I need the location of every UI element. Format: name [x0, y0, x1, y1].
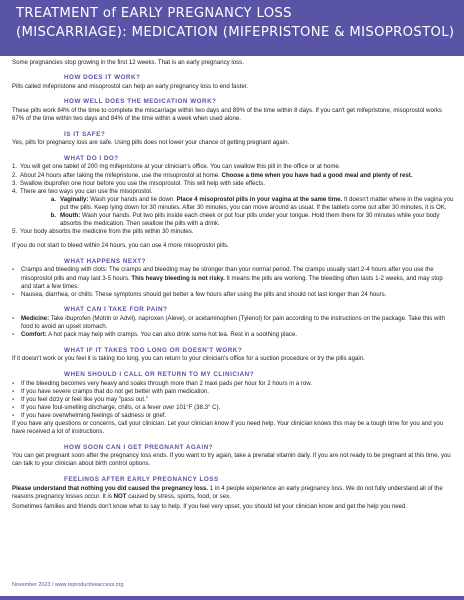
- step-number: 4.: [12, 187, 18, 195]
- bullet-call-2: [12, 388, 454, 396]
- bullet-text: If you have foul-smelling discharge, chills, or a fever over 101°F (38.3° C).: [21, 403, 221, 411]
- step-4: [12, 188, 454, 196]
- heading-what-is: WHAT IS AN EARLY PREGNANCY LOSS?: [64, 50, 204, 57]
- substep-bold-text: Place 4 misoprostol pills in your vagina at the same time.: [176, 195, 343, 203]
- substep-text-2: It doesn't matter where in the vagina you put the pills. Keep lying down for 30 minutes. After 30 minutes, you can move around as usual. If the tablets come out after 30 minutes, it is OK.: [60, 195, 454, 211]
- footer-bar: [0, 596, 464, 600]
- feelings-text-2: caused by stress, sports, food, or sex.: [126, 492, 231, 500]
- step-5: [12, 228, 454, 236]
- bullet-icon: ▪: [12, 395, 15, 403]
- step-number: 5.: [12, 228, 18, 236]
- paragraph-pregnant-again: You can get pregnant soon after the pregnancy loss ends. If you want to try again, take a prenatal vitamin daily. If you are not ready to be pregnant at this time, you can talk to your clinician about birth control options.: [12, 452, 451, 468]
- bullet-text: If you feel dizzy or feel like you may "pass out.": [21, 395, 148, 403]
- page-title-line-1: TREATMENT of EARLY PREGNANCY LOSS: [16, 6, 292, 21]
- step-text: You will get one tablet of 200 mg mifepristone at your clinician's office. You can swallow this pill in the office or at home.: [20, 163, 341, 171]
- bullet-call-3: [12, 396, 454, 404]
- substep-text-wrap: [60, 212, 454, 228]
- heading-when-to-call: WHEN SHOULD I CALL OR RETURN TO MY CLINICIAN?: [64, 370, 255, 378]
- step-3: [12, 180, 454, 188]
- heading-how-well: HOW WELL DOES THE MEDICATION WORK?: [64, 98, 217, 106]
- step-4a-vaginally: [12, 196, 454, 212]
- document-body: [12, 46, 454, 511]
- bullet-text: If you have severe cramps that do not get better with pain medication.: [21, 387, 209, 395]
- bullet-icon: ▪: [12, 266, 15, 274]
- step-4b-mouth: [12, 212, 454, 228]
- bullet-icon: ▪: [12, 403, 15, 411]
- bullet-bold-text: This heavy bleeding is not risky.: [131, 274, 225, 282]
- bullet-text: Cramps and bleeding with clots: The cramps and bleeding may be stronger than your normal period. The cramps usually start 2-4 hours after you use the misoprostol pills and may last 3-5 hours.: [21, 266, 434, 282]
- bullet-text: A hot pack may help with cramps. You can also drink some hot tea. Rest in a soothing place.: [46, 331, 298, 339]
- page-title-line-2: (MISCARRIAGE): MEDICATION (MIFEPRISTONE & MISOPROSTOL): [16, 25, 455, 40]
- substep-label: Vaginally:: [60, 195, 89, 203]
- bullet-call-4: [12, 404, 454, 412]
- paragraph-too-long: If it doesn't work or you feel it is taking too long, you can return to your clinician's office for a suction procedure or try the pills again.: [12, 355, 365, 363]
- heading-feelings: FEELINGS AFTER EARLY PREGNANCY LOSS: [64, 475, 219, 483]
- heading-is-it-safe: IS IT SAFE?: [64, 130, 106, 138]
- bullet-text-wrap: [21, 266, 454, 290]
- paragraph-how-it-works: Pills called mifepristone and misoprostol can help an early pregnancy loss to end faster.: [12, 82, 249, 90]
- footer-text: November 2023 / www.reproductiveaccess.org: [12, 582, 124, 588]
- paragraph-is-it-safe: Yes, pills for pregnancy loss are safe. Using pills does not lower your chance of getting pregnant again.: [12, 139, 290, 147]
- substep-text: Wash your hands. Put two pills inside each cheek or put four pills under your tongue. Hold them there for 30 minutes while your body absorbs the medication. Then swallow the pills with a drink.: [60, 212, 440, 228]
- step-text: Swallow ibuprofen one hour before you use the misoprostol. This will help with side effects.: [20, 179, 266, 187]
- bullet-icon: ▪: [12, 331, 15, 339]
- bullet-icon: ▪: [12, 379, 15, 387]
- bullet-text: If the bleeding becomes very heavy and soaks through more than 2 maxi pads per hour for 2 hours in a row.: [21, 379, 312, 387]
- heading-pain: WHAT CAN I TAKE FOR PAIN?: [64, 306, 168, 314]
- bullet-text-2: It means the pills are working. The bleeding often lasts 1-2 weeks, and may stop and start a few times.: [21, 274, 443, 290]
- bullet-text-wrap: [21, 331, 297, 339]
- heading-what-happens-next: WHAT HAPPENS NEXT?: [64, 257, 146, 265]
- bullet-nausea: [12, 291, 454, 299]
- substep-text: Wash your hands and lie down.: [88, 195, 177, 203]
- bullet-medicine: [12, 315, 454, 331]
- bullet-icon: ▪: [12, 290, 15, 298]
- paragraph-questions: If you have any questions or concerns, call your clinician. Let your clinician know if you need help. Your clinician knows this may be a tough time for you and you have received a lot of instructions.: [12, 419, 444, 436]
- bullet-text: If you have overwhelming feelings of sadness or grief.: [21, 411, 167, 419]
- bullet-label: Medicine:: [21, 314, 50, 322]
- substep-letter: b.: [50, 212, 56, 219]
- bullet-text: Take ibuprofen (Motrin or Advil), naproxen (Aleve), or acetaminophen (Tylenol) for pain according to the instructions on the package. Take this with food to avoid an upset stomach.: [21, 314, 445, 331]
- paragraph-how-well: These pills work 84% of the time to complete the miscarriage within two days and 89% of the time within 8 days. If you can't get mifepristone, misoprostol works 67% of the time within two days and 84% of the time within a week when used alone.: [12, 106, 442, 123]
- bullet-text: Nausea, diarrhea, or chills: These symptoms should get better a few hours after using the pills and should not last longer than 24 hours.: [21, 290, 387, 298]
- step-bold-text: Choose a time when you have had a good meal and plenty of rest.: [221, 171, 413, 179]
- heading-how-it-works: HOW DOES IT WORK?: [64, 74, 141, 82]
- substep-label: Mouth:: [60, 212, 81, 219]
- heading-what-do-i-do: WHAT DO I DO?: [64, 154, 119, 162]
- bullet-icon: ▪: [12, 387, 15, 395]
- bullet-call-1: [12, 380, 454, 388]
- heading-too-long: WHAT IF IT TAKES TOO LONG OR DOESN'T WORK?: [64, 346, 243, 354]
- paragraph-extra-pills: If you do not start to bleed within 24 hours, you can use 4 more misoprostol pills.: [12, 242, 229, 250]
- bullet-cramps: [12, 266, 454, 290]
- step-text-wrap: [20, 172, 413, 180]
- substep-text-wrap: [60, 196, 454, 212]
- substep-letter: a.: [50, 195, 56, 203]
- step-1: [12, 163, 454, 171]
- paragraph-what-is: Some pregnancies stop growing in the first 12 weeks. That is an early pregnancy loss.: [12, 58, 244, 66]
- bullet-label: Comfort:: [21, 331, 47, 339]
- paragraph-feelings: [12, 485, 454, 501]
- step-text: Your body absorbs the medicine from the pills within 30 minutes.: [20, 228, 194, 236]
- feelings-bold-text: Please understand that nothing you did caused the pregnancy loss.: [12, 484, 209, 492]
- bullet-comfort: [12, 331, 454, 339]
- feelings-not-text: NOT: [113, 492, 127, 500]
- step-text: There are two ways you can use the misoprostol.: [20, 187, 153, 195]
- step-text: About 24 hours after taking the mifepristone, use the misoprostol at home.: [20, 171, 222, 179]
- step-2: [12, 172, 454, 180]
- bullet-text-wrap: [21, 315, 454, 331]
- heading-pregnant-again: HOW SOON CAN I GET PREGNANT AGAIN?: [64, 443, 214, 451]
- bullet-icon: ▪: [12, 314, 15, 322]
- bullet-call-5: [12, 412, 454, 420]
- step-number: 1.: [12, 163, 18, 171]
- paragraph-family-friends: Sometimes families and friends don't know what to say to help. If you feel very upset, you should let your clinician know and get the help you need.: [12, 502, 408, 510]
- bullet-icon: ▪: [12, 411, 15, 419]
- step-number: 2.: [12, 171, 18, 179]
- feelings-text: 1 in 4 people experience an early pregnancy loss. We do not fully understand all of the reasons pregnancy losses occur. It is: [12, 484, 443, 500]
- step-number: 3.: [12, 179, 18, 187]
